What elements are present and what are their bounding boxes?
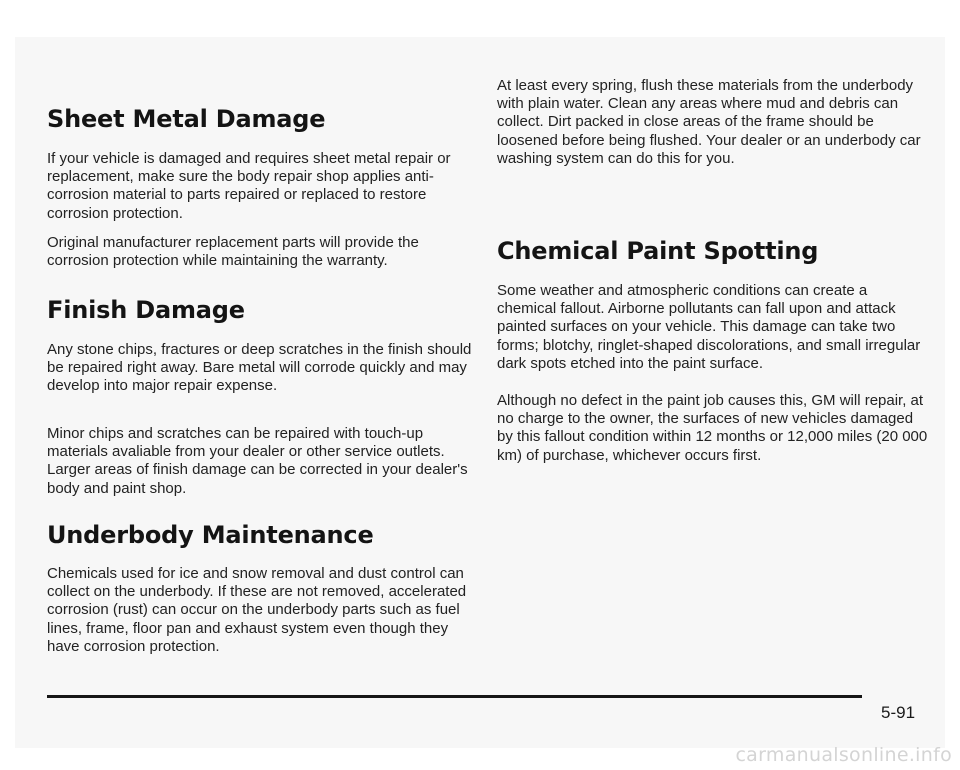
manual-page <box>15 37 945 748</box>
paragraph-text: Chemicals used for ice and snow removal and dust control can collect on the underbody. If these are not removed, accelerated corrosion (rust) can occur on the underbody parts such as fuel lines, frame, floor pan and exhaust system even though they have corrosion protection. <box>47 565 467 655</box>
section-underbody-maintenance <box>47 520 479 550</box>
heading-finish-damage: Finish Damage <box>47 296 245 324</box>
section-sheet-metal-damage <box>47 104 479 134</box>
heading-sheet-metal-damage: Sheet Metal Damage <box>47 105 326 133</box>
paragraph-underbody-continued <box>497 77 929 168</box>
watermark-text: carmanualsonline.info <box>735 744 952 766</box>
footer-rule <box>47 695 862 698</box>
paragraph-text: Minor chips and scratches can be repaired with touch-up materials avaliable from your dealer or other service outlets. Larger areas of finish damage can be corrected in your dealer's body and paint shop. <box>47 425 468 497</box>
paragraph-text: Some weather and atmospheric conditions can create a chemical fallout. Airborne pollutants can fall upon and attack painted surfaces on your vehicle. This damage can take two forms; blotchy, ringlet-shaped discolorations, and small irregular dark spots etched into the paint surface. <box>497 282 921 372</box>
section-finish-damage <box>47 295 479 325</box>
heading-underbody-maintenance: Underbody Maintenance <box>47 521 374 549</box>
paragraph-text: If your vehicle is damaged and requires sheet metal repair or replacement, make sure the body repair shop applies anti-corrosion material to parts repaired or replaced to restore corrosion protection. <box>47 150 451 222</box>
paragraph-underbody-1 <box>47 565 479 656</box>
section-chemical-paint-spotting <box>497 236 929 266</box>
paragraph-text: Although no defect in the paint job causes this, GM will repair, at no charge to the owner, the surfaces of new vehicles damaged by this fallout condition within 12 months or 12,000 miles (20 000 km) of purchase, whichever occurs first. <box>497 392 928 464</box>
paragraph-text: Any stone chips, fractures or deep scratches in the finish should be repaired right away. Bare metal will corrode quickly and may develop into major repair expense. <box>47 341 472 395</box>
page-number: 5-91 <box>881 703 916 722</box>
paragraph-chemical-paint-2 <box>497 392 929 465</box>
paragraph-finish-1 <box>47 341 479 396</box>
paragraph-text: Original manufacturer replacement parts will provide the corrosion protection while maintaining the warranty. <box>47 234 419 270</box>
paragraph-finish-2 <box>47 425 479 498</box>
paragraph-sheet-metal-2 <box>47 234 479 270</box>
paragraph-sheet-metal-1 <box>47 150 479 223</box>
heading-chemical-paint-spotting: Chemical Paint Spotting <box>497 237 819 265</box>
paragraph-chemical-paint-1 <box>497 282 929 373</box>
paragraph-text: At least every spring, flush these materials from the underbody with plain water. Clean any areas where mud and debris can collect. Dirt packed in close areas of the frame should be loosened before being flushed. Your dealer or an underbody car washing system can do this for you. <box>497 77 921 167</box>
